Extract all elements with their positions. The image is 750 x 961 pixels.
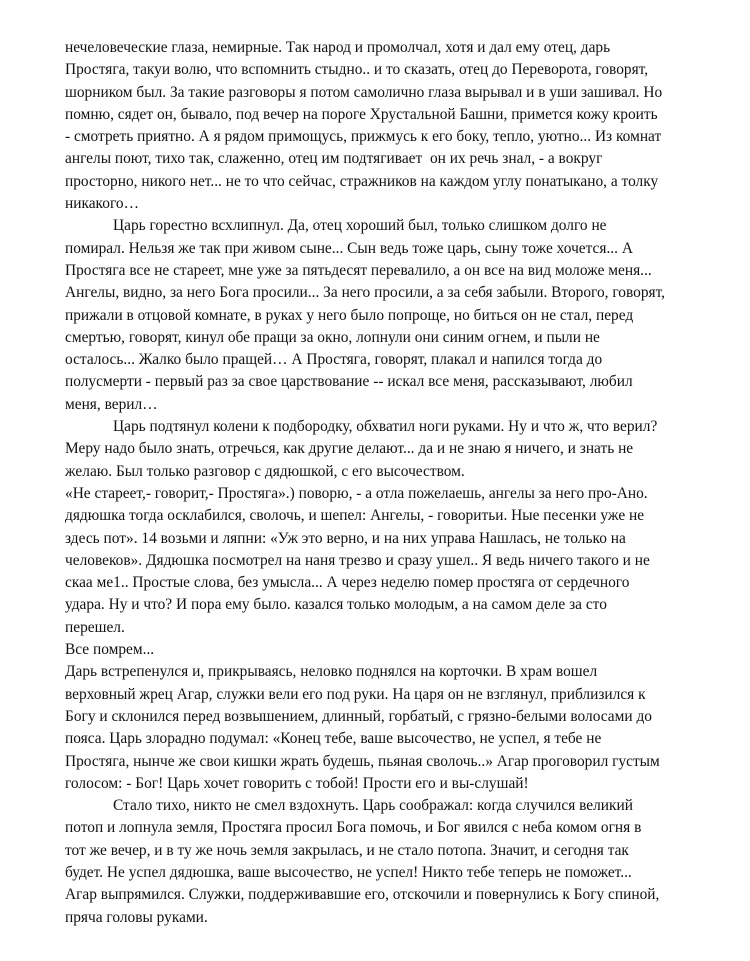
text-line: Дарь встрепенулся и, прикрываясь, неловко поднялся на корточки. В храм вошел (65, 663, 598, 681)
text-line: шорником был. За такие разговоры я потом самолично глаза вырывал и в уши зашивал. Но (65, 83, 663, 101)
text-line: смертью, говорят, кинул обе пращи за окно, лопнули они синим огнем, и пыли не (65, 328, 600, 346)
text-line: пряча головы руками. (65, 908, 208, 926)
text-line: просторно, никого нет... не то что сейчас, стражников на каждом углу понатыкано, а толку (65, 172, 659, 190)
text-line: «Не стареет,- говорит,- Простяга».) поворю, - а отла пожелаешь, ангелы за него про-Ано. (65, 484, 648, 502)
text-line: полусмерти - первый раз за свое царствование -- искал все меня, рассказывают, любил (65, 373, 633, 391)
text-line: здесь пот». 14 возьми и ляпни: «Уж это верно, и на них управа Нашлась, не только на (65, 529, 626, 547)
document-page (65, 37, 690, 929)
text-line: Богу и склонился перед возвышением, длинный, горбатый, с грязно-белыми волосами до (65, 707, 652, 725)
text-line: осталось... Жалко было пращей… А Простяга, говорят, плакал и напился тогда до (65, 351, 603, 369)
text-line: желаю. Был только разговор с дядюшкой, с его высочеством. (65, 462, 465, 480)
paragraph (65, 483, 690, 639)
text-line: пояса. Царь злорадно подумал: «Конец тебе, ваше высочество, не успел, я тебе не (65, 730, 602, 748)
text-line: Царь горестно всхлипнул. Да, отец хороший был, только слишком долго не (113, 217, 607, 235)
text-line: будет. Не успел дядюшка, ваше высочество, не успел! Никто тебе теперь не поможет... (65, 863, 632, 881)
text-line: потоп и лопнула земля, Простяга просил Бога помочь, и Бог явился с неба комом огня в (65, 819, 642, 837)
text-line: Все помрем... (65, 641, 155, 659)
text-line: Ангелы, видно, за него Бога просили... За него просили, а за себя забыли. Второго, говорят, (65, 284, 666, 302)
paragraph (65, 37, 690, 215)
paragraph (65, 215, 690, 416)
text-line: меня, верил… (65, 395, 158, 413)
text-line: Стало тихо, никто не смел вздохнуть. Царь соображал: когда случился великий (113, 797, 633, 815)
text-line: дядюшка тогда осклабился, сволочь, и шепел: Ангелы, - говоритьи. Ные песенки уже не (65, 507, 645, 525)
text-line: скаа ме1.. Простые слова, без умысла... А через неделю помер простяга от сердечного (65, 574, 630, 592)
text-line: Простяга, такуи волю, что вспомнить стыдно.. и то сказать, отец до Переворота, говорят, (65, 61, 649, 79)
text-line: Простяга, нынче же свои кишки жрать будешь, пьяная сволочь..» Агар проговорил густым (65, 752, 660, 770)
text-line: нечеловеческие глаза, немирные. Так народ и промолчал, хотя и дал ему отец, дарь (65, 39, 611, 56)
text-line: тот же вечер, и в ту же ночь земля закрылась, и не стало потопа. Значит, и сегодня так (65, 841, 629, 859)
text-line: верховный жрец Агар, служки вели его под руки. На царя он не взглянул, приблизился к (65, 685, 646, 703)
text-line: Простяга все не стареет, мне уже за пятьдесят перевалило, а он все на вид моложе меня... (65, 261, 652, 279)
text-line: человеков». Дядюшка посмотрел на наня трезво и сразу ушел.. Я ведь ничего такого и не (65, 551, 650, 569)
text-line: ангелы поют, тихо так, слаженно, отец им подтягивает он их речь знал, - а вокруг (65, 150, 603, 168)
text-line: Агар выпрямился. Служки, поддерживавшие его, отскочили и повернулись к Богу спиной, (65, 886, 660, 904)
paragraph (65, 416, 690, 483)
text-line: никакого… (65, 195, 139, 213)
text-line: удара. Ну и что? И пора ему было. казался только молодым, а на самом деле за сто (65, 596, 607, 614)
text-line: перешел. (65, 618, 125, 636)
text-line: прижали в отцовой комнате, в руках у него было попроще, но биться он не стал, перед (65, 306, 634, 324)
text-line: голосом: - Бог! Царь хочет говорить с тобой! Прости его и вы-слушай! (65, 774, 529, 792)
text-line: Меру надо было знать, отречься, как другие делают... да и не знаю я ничего, и знать не (65, 440, 634, 458)
paragraph (65, 661, 690, 795)
text-line: Царь подтянул колени к подбородку, обхватил ноги руками. Ну и что ж, что верил? (113, 418, 658, 436)
text-line: помню, сядет он, бывало, под вечер на пороге Хрустальной Башни, примется кожу кроить (65, 105, 658, 123)
paragraph (65, 795, 690, 929)
text-line: - смотреть приятно. А я рядом примощусь, прижмусь к его боку, тепло, уютно... Из комнат (65, 128, 662, 146)
paragraph (65, 639, 690, 661)
text-line: помирал. Нельзя же так при живом сыне... Сын ведь тоже царь, сыну тоже хочется... А (65, 239, 633, 257)
